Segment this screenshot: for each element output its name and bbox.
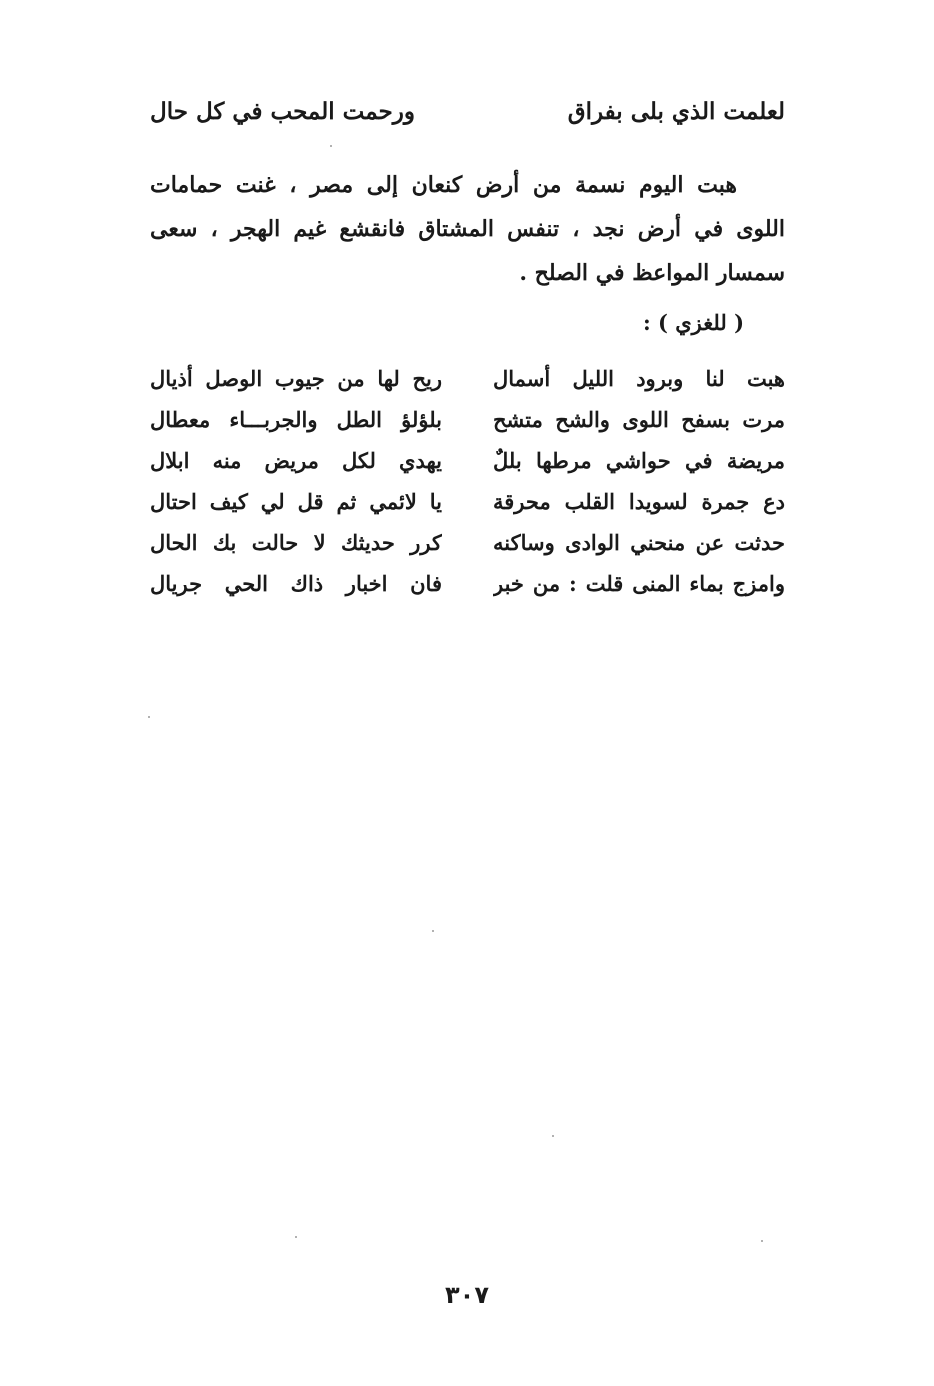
prose-line: اللوى في أرض نجد ، تنفس المشتاق فانقشع غيم الهجر ، سعى xyxy=(150,216,785,242)
verse-second-hemistich: كرر حديثك لا حالت بك الحال xyxy=(150,530,442,555)
verse-second-hemistich: يهدي لكل مريض منه ابلال xyxy=(150,448,442,473)
prose-line: هبت اليوم نسمة من أرض كنعان إلى مصر ، غنت حمامات xyxy=(150,172,737,198)
scan-speck xyxy=(761,1240,763,1242)
poem-verse xyxy=(150,440,785,481)
scan-speck xyxy=(330,145,332,147)
poem-verse xyxy=(150,481,785,522)
opening-couplet xyxy=(150,92,785,132)
scan-speck xyxy=(432,930,434,932)
verse-second-hemistich: ريح لها من جيوب الوصل أذيال xyxy=(150,366,442,391)
page-number: ٣٠٧ xyxy=(445,1281,489,1309)
poem-verse xyxy=(150,399,785,440)
poet-heading: ( للغزي ) : xyxy=(642,310,744,335)
verse-second-hemistich: بلؤلؤ الطل والجربـــاء معطال xyxy=(150,407,442,432)
verse-second-hemistich: فان اخبار ذاك الحي جريال xyxy=(150,571,442,596)
poem-verse xyxy=(150,563,785,604)
prose-line: سمسار المواعظ في الصلح . xyxy=(519,260,785,286)
scan-speck xyxy=(552,1135,554,1137)
verse-second-hemistich: يا لائمي ثم قل لي كيف احتال xyxy=(150,489,442,514)
couplet-first-hemistich: لعلمت الذي بلى بفراق xyxy=(567,98,785,125)
verse-first-hemistich: مريضة في حواشي مرطها بللٌ xyxy=(493,448,785,473)
verse-first-hemistich: مرت بسفح اللوى والشح متشح xyxy=(493,407,785,432)
scan-speck xyxy=(295,1236,297,1238)
prose-paragraph xyxy=(150,163,785,295)
poem-verse xyxy=(150,522,785,563)
verse-first-hemistich: حدثت عن منحني الوادى وساكنه xyxy=(493,530,785,555)
verse-first-hemistich: هبت لنا وبرود الليل أسمال xyxy=(493,366,785,391)
verse-first-hemistich: دع جمرة لسويدا القلب محرقة xyxy=(493,489,785,514)
poem xyxy=(150,358,785,604)
couplet-second-hemistich: ورحمت المحب في كل حال xyxy=(150,98,415,125)
poem-verse xyxy=(150,358,785,399)
verse-first-hemistich: وامزج بماء المنى قلت : من خبر xyxy=(493,571,785,596)
scan-speck xyxy=(148,716,150,718)
